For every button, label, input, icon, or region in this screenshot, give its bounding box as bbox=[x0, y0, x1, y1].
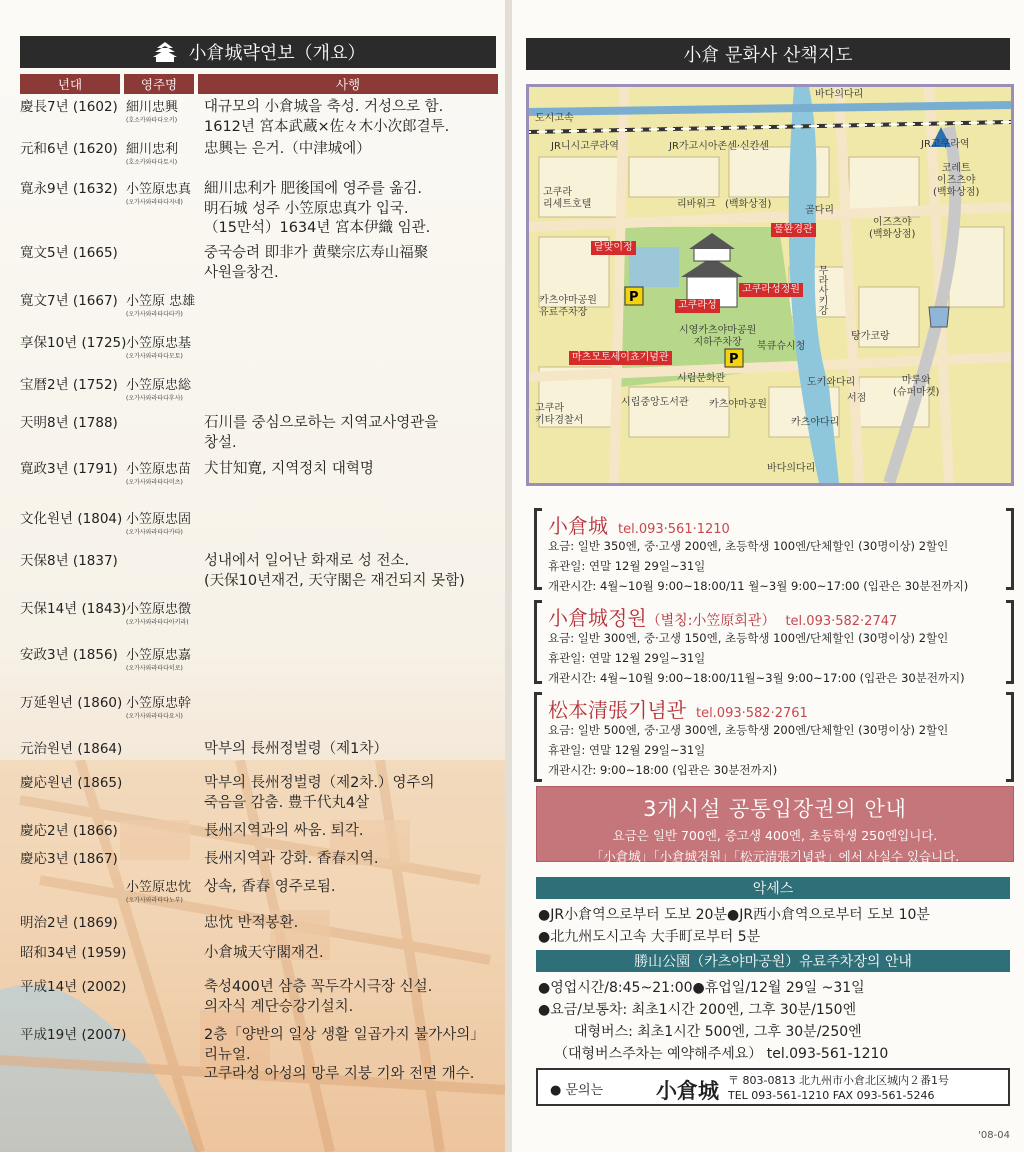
ticket-price-line: 요금은 일반 700엔, 중고생 400엔, 초등학생 250엔입니다. bbox=[612, 828, 938, 843]
row-event: 중국승려 即非가 黄檗宗広寿山福聚 사원을창건. bbox=[204, 245, 429, 281]
parking-title: 勝山公園（카츠야마공원）유료주차장의 안내 bbox=[634, 954, 912, 970]
map-label-castle[interactable]: 고쿠라성 bbox=[675, 299, 720, 313]
map-title-bar bbox=[526, 38, 1010, 70]
facility-info-line: 요금: 일반 350엔, 중·고생 200엔, 초등학생 100엔/단체할인 (30명이상) 2할인 bbox=[548, 539, 949, 553]
ticket-venues-line: 「小倉城」「小倉城정원」「松元清張기념관」에서 사실수 있습니다. bbox=[590, 849, 960, 864]
print-code: '08-04 bbox=[978, 1130, 1010, 1141]
row-event: 대규모의 小倉城을 축성. 거성으로 함. 1612년 宮本武蔵×佐々木小次郎결투. bbox=[204, 99, 450, 135]
row-lord-name: 小笠原忠幹 bbox=[126, 696, 192, 711]
parking-bus-fee: 대형버스: 최초1시간 500엔, 그후 30분/250엔 bbox=[574, 1024, 862, 1040]
map-label-bridge-low: 카츠야다리 bbox=[791, 417, 840, 428]
row-era: 寛文5년 (1665) bbox=[20, 245, 118, 261]
chronology-title: 小倉城략연보（개요） bbox=[188, 43, 366, 64]
row-lord-name: 小笠原忠総 bbox=[126, 378, 192, 393]
row-era: 宝暦2년 (1752) bbox=[20, 377, 118, 393]
row-lord bbox=[126, 878, 191, 905]
map-label-murasaki-river: 무라사키강 bbox=[816, 265, 827, 315]
row-event: 축성400년 삼층 꼭두각시극장 신설. 의자식 계단승강기설치. bbox=[204, 979, 433, 1015]
row-event: 忠忱 반적봉환. bbox=[204, 915, 299, 931]
row-lord-reading: (오가사와라타다히로) bbox=[126, 665, 183, 672]
facility-block bbox=[534, 600, 1014, 684]
map-label-library: 시립중앙도서관 bbox=[621, 397, 689, 408]
contact-box bbox=[536, 1068, 1010, 1106]
map-label-tanga: 탕가코랑 bbox=[851, 331, 890, 342]
map-label-police: 고쿠라 키타경찰서 bbox=[535, 403, 584, 426]
row-lord bbox=[126, 376, 191, 403]
facility-info-line: 휴관일: 연말 12월 29일~31일 bbox=[548, 651, 706, 665]
row-lord bbox=[126, 510, 191, 537]
access-line-1: ●JR小倉역으로부터 도보 20분●JR西小倉역으로부터 도보 10분 bbox=[538, 907, 930, 923]
row-era: 万延원년 (1860) bbox=[20, 695, 123, 711]
row-lord-reading: (오가사와라타다후사) bbox=[126, 395, 183, 402]
row-event: 막부의 長州정벌령（제2차.）영주의 죽음을 감춤. 豊千代丸4살 bbox=[204, 775, 435, 811]
bracket-left bbox=[534, 692, 542, 782]
row-event: 小倉城天守閣재건. bbox=[204, 945, 324, 961]
row-lord-name: 小笠原忠忱 bbox=[126, 880, 192, 895]
facility-name: 松本清張기념관 bbox=[548, 698, 686, 722]
facility-tel[interactable]: tel.093·582·2747 bbox=[785, 614, 898, 629]
row-lord-reading: (오가사와라타다아키라) bbox=[126, 619, 189, 626]
access-title-bar bbox=[536, 877, 1010, 899]
parking-reservation: （대형버스주차는 예약해주세요） tel.093-561-1210 bbox=[554, 1046, 889, 1062]
facility-tel[interactable]: tel.093·561·1210 bbox=[618, 522, 730, 537]
row-event: 忠興는 은거.（中津城에） bbox=[204, 141, 371, 157]
row-lord-reading: (오가사와라타다모토) bbox=[126, 353, 183, 360]
row-lord-reading: (오가사와라타다자네) bbox=[126, 199, 183, 206]
row-era: 平成19년 (2007) bbox=[20, 1027, 127, 1043]
map-label-jr-shinkansen: JR가고시아존센·신칸센 bbox=[669, 141, 770, 152]
facility-info-line: 개관시간: 9:00~18:00 (입관은 30분전까지) bbox=[548, 763, 778, 777]
map-label-culture-hall: 시립문화관 bbox=[677, 373, 726, 384]
facility-block bbox=[534, 692, 1014, 782]
map-label-izutsuya: 이즈츠야 (백화상점) bbox=[869, 217, 916, 240]
row-lord bbox=[126, 292, 195, 319]
map-label-department-store: (백화상점) bbox=[725, 199, 772, 210]
map-label-hotel: 고쿠라 리세트호텔 bbox=[543, 187, 592, 210]
row-event: 막부의 長州정벌령（제1차） bbox=[204, 741, 388, 757]
facility-info-line: 요금: 일반 300엔, 중·고생 150엔, 초등학생 100엔/단체할인 (30명이상) 2할인 bbox=[548, 631, 949, 645]
contact-tel-fax: TEL 093-561-1210 FAX 093-561-5246 bbox=[728, 1089, 935, 1102]
chronology-panel bbox=[0, 0, 505, 1152]
row-lord bbox=[126, 694, 191, 721]
facility-name: 小倉城정원 bbox=[548, 606, 647, 630]
map-label-izutsuya-colette: 코레트 이즈츠야 (백화상점) bbox=[933, 163, 980, 198]
walking-map bbox=[526, 84, 1014, 486]
facility-title bbox=[548, 510, 730, 539]
map-label-bridge-mid: 도키와다리 bbox=[807, 377, 856, 388]
bracket-right bbox=[1006, 508, 1014, 590]
row-lord-name: 小笠原忠固 bbox=[126, 512, 192, 527]
row-event: 성내에서 일어난 화재로 성 전소. (天保10년재건, 天守閣은 재건되지 못함) bbox=[204, 553, 465, 589]
map-label-jr-nishi: JR니시고쿠라역 bbox=[551, 141, 619, 152]
map-label-water-hall[interactable]: 물환경관 bbox=[771, 223, 816, 237]
map-title: 小倉 문화사 산책지도 bbox=[683, 45, 853, 66]
row-era: 天明8년 (1788) bbox=[20, 415, 118, 431]
row-era: 明治2년 (1869) bbox=[20, 915, 118, 931]
row-era: 寛政3년 (1791) bbox=[20, 461, 118, 477]
row-lord-name: 小笠原忠嘉 bbox=[126, 648, 192, 663]
row-lord-name: 細川忠興 bbox=[126, 100, 179, 115]
row-lord bbox=[126, 334, 191, 361]
map-label-bridge-bottom: 바다의다리 bbox=[767, 463, 816, 474]
row-era: 元和6년 (1620) bbox=[20, 141, 118, 157]
ticket-title: 3개시설 공통입장권의 안내 bbox=[643, 797, 907, 821]
parking-car-fee: ●요금/보통차: 최초1시간 200엔, 그후 30분/150엔 bbox=[538, 1002, 857, 1018]
row-lord bbox=[126, 600, 191, 627]
parking-hours: ●영업시간/8:45~21:00●휴업일/12월 29일 ~31일 bbox=[538, 980, 865, 996]
contact-name: 小倉城 bbox=[656, 1079, 719, 1103]
row-lord bbox=[126, 646, 191, 673]
map-label-katsuyama-park: 카츠야마공원 bbox=[709, 399, 767, 410]
row-lord-name: 小笠原忠徴 bbox=[126, 602, 192, 617]
row-event: 2층「양반의 일상 생활 일곱가지 불가사의」 리뉴얼. 고쿠라성 아성의 망루 지붕 기와 전면 개수. bbox=[204, 1027, 485, 1082]
map-label-tsukimi-tei[interactable]: 달맞이정 bbox=[591, 241, 636, 255]
facility-info-line: 개관시간: 4월~10월 9:00~18:00/11 월~3월 9:00~17:00 (입관은 30분전까지) bbox=[548, 579, 969, 593]
map-label-matsumoto-museum[interactable]: 마츠모토세이쵸기념관 bbox=[569, 351, 672, 365]
common-ticket-box bbox=[536, 786, 1014, 862]
row-event: 細川忠利가 肥後国에 영주를 옮김. 明石城 성주 小笠原忠真가 입국. （15만석）1634년 宮本伊織 임관. bbox=[204, 181, 431, 236]
row-era: 昭和34년 (1959) bbox=[20, 945, 127, 961]
row-era: 元治원년 (1864) bbox=[20, 741, 123, 757]
page-fold bbox=[505, 0, 512, 1152]
row-lord bbox=[126, 460, 191, 487]
map-label-riverwalk: 리바워크 bbox=[677, 199, 716, 210]
bracket-left bbox=[534, 508, 542, 590]
row-era: 寛永9년 (1632) bbox=[20, 181, 118, 197]
column-header-events: 사행 bbox=[198, 74, 498, 94]
map-label-bookshop: 서점 bbox=[847, 393, 867, 404]
row-era: 安政3년 (1856) bbox=[20, 647, 118, 663]
row-event: 長州지역과 강화. 香春지역. bbox=[204, 851, 379, 867]
map-label-paid-parking: 카츠야마공원 유료주차장 bbox=[539, 295, 597, 318]
facility-info-line: 휴관일: 연말 12월 29일~31일 bbox=[548, 559, 706, 573]
row-era: 天保14년 (1843) bbox=[20, 601, 127, 617]
row-lord-name: 小笠原 忠雄 bbox=[126, 294, 196, 309]
row-lord-reading: (오가사와라타다요시) bbox=[126, 713, 183, 720]
map-label-bridge-top: 바다의다리 bbox=[815, 89, 864, 100]
facility-info-line: 개관시간: 4월~10월 9:00~18:00/11월~3월 9:00~17:00 (입관은 30분전까지) bbox=[548, 671, 965, 685]
facility-title bbox=[548, 602, 897, 631]
row-era: 寛文7년 (1667) bbox=[20, 293, 118, 309]
row-lord bbox=[126, 98, 178, 125]
row-era: 慶応2년 (1866) bbox=[20, 823, 118, 839]
row-event: 石川를 중심으로하는 지역교사영관을 창설. bbox=[204, 415, 439, 451]
map-label-city-office: 북큐슈시청 bbox=[757, 341, 806, 352]
row-era: 享保10년 (1725) bbox=[20, 335, 127, 351]
row-era: 慶応원년 (1865) bbox=[20, 775, 123, 791]
row-event: 犬甘知寛, 지역정치 대혁명 bbox=[204, 461, 374, 477]
map-label-jr-kokura: JR고쿠라역 bbox=[921, 139, 970, 150]
contact-details bbox=[728, 1073, 949, 1103]
bracket-right bbox=[1006, 600, 1014, 684]
access-line-2: ●北九州도시고속 大手町로부터 5분 bbox=[538, 929, 761, 945]
parking-title-bar bbox=[536, 950, 1010, 972]
row-lord-reading: (오가사와라타다노부) bbox=[126, 897, 183, 904]
castle-tower-icon bbox=[151, 41, 179, 63]
column-header-lord: 영주명 bbox=[124, 74, 194, 94]
facility-subtitle: （별칭:小笠原회관） bbox=[646, 613, 776, 629]
facility-info-line: 휴관일: 연말 12월 29일~31일 bbox=[548, 743, 706, 757]
map-label-bridge-sakura: 골다리 bbox=[805, 205, 834, 216]
row-lord bbox=[126, 140, 178, 167]
row-era: 文化원년 (1804) bbox=[20, 511, 123, 527]
map-label-castle-garden[interactable]: 고쿠라성정원 bbox=[739, 283, 803, 297]
svg-text:P: P bbox=[729, 352, 739, 367]
contact-address: 〒 803-0813 北九州市小倉北区城内２番1号 bbox=[728, 1074, 949, 1087]
row-era: 平成14년 (2002) bbox=[20, 979, 127, 995]
map-label-underground-parking: 시영카츠야마공원 지하주차장 bbox=[679, 325, 757, 348]
row-lord-name: 小笠原忠真 bbox=[126, 182, 192, 197]
info-panel bbox=[512, 0, 1024, 1152]
row-era: 天保8년 (1837) bbox=[20, 553, 118, 569]
row-lord-reading: (오가사와라타다카타) bbox=[126, 529, 183, 536]
facility-name: 小倉城 bbox=[548, 514, 608, 538]
access-title: 악세스 bbox=[752, 881, 794, 897]
row-event: 상속, 香春 영주로됨. bbox=[204, 879, 336, 895]
facility-info-line: 요금: 일반 500엔, 중·고생 300엔, 초등학생 200엔/단체할인 (30명이상) 2할인 bbox=[548, 723, 949, 737]
row-lord-reading: (호소카와타다오키) bbox=[126, 117, 178, 124]
facility-block bbox=[534, 508, 1014, 593]
map-label-highway: 도시고속 bbox=[535, 113, 574, 124]
facility-tel[interactable]: tel.093·582·2761 bbox=[695, 706, 808, 721]
row-lord-name: 小笠原忠苗 bbox=[126, 462, 192, 477]
chronology-title-bar bbox=[20, 36, 496, 68]
row-era: 慶長7년 (1602) bbox=[20, 99, 118, 115]
row-event: 長州지역과의 싸움. 퇴각. bbox=[204, 823, 364, 839]
map-label-marue-supermarket: 마루와 (슈퍼마켓) bbox=[893, 375, 940, 398]
row-lord-reading: (오가사와라타다미츠) bbox=[126, 479, 183, 486]
row-lord-name: 細川忠利 bbox=[126, 142, 179, 157]
row-lord-reading: (호소카와타다토시) bbox=[126, 159, 178, 166]
bracket-left bbox=[534, 600, 542, 684]
row-lord bbox=[126, 180, 191, 207]
contact-label: ● 문의는 bbox=[550, 1083, 604, 1098]
facility-title bbox=[548, 694, 808, 723]
row-lord-reading: (오가사와라타다타카) bbox=[126, 311, 183, 318]
row-lord-name: 小笠原忠基 bbox=[126, 336, 192, 351]
row-era: 慶応3년 (1867) bbox=[20, 851, 118, 867]
column-header-era: 년대 bbox=[20, 74, 120, 94]
bracket-right bbox=[1006, 692, 1014, 782]
svg-text:P: P bbox=[629, 290, 639, 305]
